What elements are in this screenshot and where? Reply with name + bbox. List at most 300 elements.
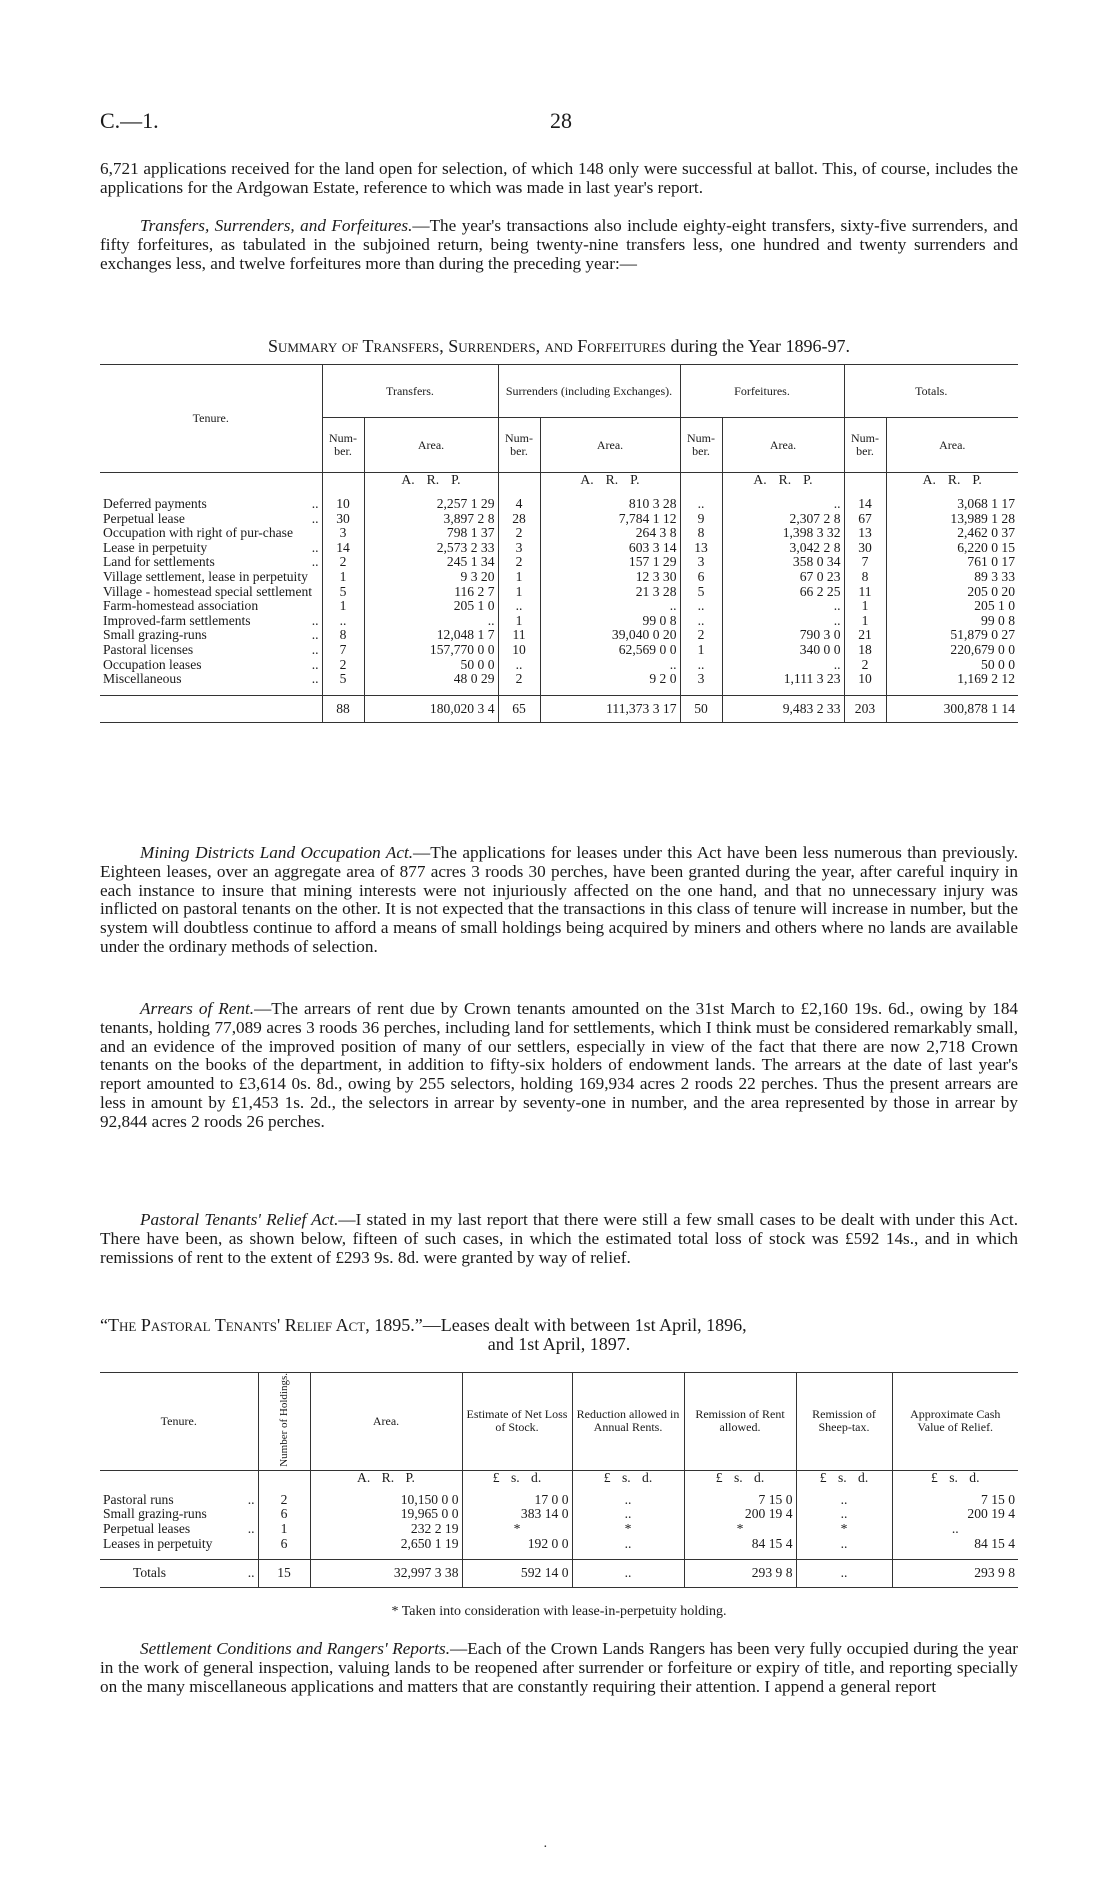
table2-units-cell: [100, 1470, 258, 1493]
table2-units-cell: £ s. d.: [796, 1470, 892, 1493]
row-tenure: [100, 497, 322, 512]
table1-sub-number: Num-ber.: [844, 418, 886, 473]
table1-cell: 5: [680, 585, 722, 600]
paragraph-body: —The arrears of rent due by Crown tenants amounted on the 31st March to £2,160 19s. 6d., owing by 184 tenants, holding 77,089 acres 3 roods 36 perches, including land for settlements, which I think must be considered remarkably small, and an evidence of the improved position of many of our settlers, especially in view of the fact that there are now 2,718 Crown tenants on the books of the department, in addition to fifty-six holders of endowment lands. The arrears at the date of last year's report amounted to £3,614 0s. 8d., owing by 255 selectors, holding 169,934 acres 2 roods 22 perches. Thus the present arrears are less in amount by £1,453 1s. 2d., the selectors in arrear by seventy-one in number, and the area represented by those in arrear by 92,844 acres 2 roods 26 perches.: [100, 999, 1019, 1131]
table-row: [100, 541, 1018, 556]
row-tenure: [100, 672, 322, 687]
table1-cell: 12,048 1 7: [364, 628, 498, 643]
table1-cell: 2: [498, 555, 540, 570]
table2-cell: 2,650 1 19: [310, 1537, 462, 1552]
table2-header-cash: Approximate Cash Value of Relief.: [910, 1407, 1001, 1435]
table1-cell: 1: [322, 570, 364, 585]
table1-caption-title: Summary of Transfers, Surrenders, and Forfeitures: [268, 336, 666, 356]
table1-cell: 2: [680, 628, 722, 643]
row-label: Small grazing-runs: [103, 627, 207, 643]
document-code: C.—1.: [100, 108, 159, 133]
spacer-cell: [886, 687, 1018, 696]
table-row: [100, 512, 1018, 527]
table-row: [100, 628, 1018, 643]
table1-cell: 8: [680, 526, 722, 541]
table1-cell: 1,398 3 32: [722, 526, 844, 541]
spacer-cell: [540, 687, 680, 696]
table1-cell: 1: [498, 570, 540, 585]
table1-sub-number: Num-ber.: [498, 418, 540, 473]
table1-units-row: [100, 473, 1018, 498]
table2-cell: 6: [258, 1537, 310, 1552]
table1-cell: 1: [844, 599, 886, 614]
page-mark: ·: [543, 1840, 548, 1855]
table1-cell: 13,989 1 28: [950, 510, 1015, 526]
table2-total-cell: 293 9 8: [974, 1565, 1015, 1581]
table2-caption-rest: —Leases dealt with between 1st April, 1896,: [422, 1315, 747, 1335]
table2-total-row: [100, 1560, 1018, 1588]
row-tenure: Leases in perpetuity: [100, 1537, 258, 1552]
total-label: Totals: [133, 1565, 167, 1581]
table2-units-cell: A. R. P.: [310, 1470, 462, 1493]
table1-cell: 5: [322, 672, 364, 687]
total-label-cell: [100, 695, 322, 723]
table1-cell: 205 1 0: [974, 598, 1015, 614]
paragraph-body: —I stated in my last report that there were still a few small cases to be dealt with under this Act. There have been, as shown below, fifteen of such cases, in which the estimated total loss of stock was £592 14s., and in which remissions of rent to the extent of £293 9s. 8d. were granted by way of relief.: [100, 1210, 1018, 1267]
table1-cell: 3,042 2 8: [722, 541, 844, 556]
leader-dots: ..: [311, 627, 319, 643]
table1-total-cell: 65: [498, 695, 540, 723]
table1-header-totals: Totals.: [844, 365, 1018, 418]
paragraph-applications: 6,721 applications received for the land open for selection, of which 148 only were successful at ballot. This, of course, includes the applications for the Ardgowan Estate, reference to which was made in last year's report.: [100, 159, 1018, 197]
table1-cell: 2: [498, 526, 540, 541]
table1-cell: 1,169 2 12: [957, 671, 1015, 687]
row-tenure: [100, 555, 322, 570]
table1-cell: ..: [722, 497, 844, 512]
row-tenure: [100, 643, 322, 658]
row-tenure: [100, 512, 322, 527]
table1-cell: 66 2 25: [722, 585, 844, 600]
table1-units-cell: [540, 473, 680, 498]
table1-cell: 2,462 0 37: [957, 525, 1015, 541]
row-label: Pastoral licenses: [103, 641, 194, 657]
table1-caption: [100, 336, 1018, 357]
table-row: [100, 643, 1018, 658]
table1-cell: 67 0 23: [722, 570, 844, 585]
paragraph-body: —The applications for leases under this Act have been less numerous than previously. Eighteen leases, over an aggregate area of 877 acres 3 roods 30 perches, have been granted during the year, after careful inquiry in each instance to insure that mining interests were not injuriously affected on the one hand, and that no unnecessary injury was inflicted on pastoral tenants on the other. It is not expected that the transactions in this class of tenure will increase in number, but the system will doubtless continue to afford a means of small holdings being acquired by miners and others where no lands are available under the ordinary methods of selection.: [100, 843, 1018, 956]
table1-cell: 4: [498, 497, 540, 512]
table1-cell: 3: [680, 555, 722, 570]
spacer-cell: [722, 687, 844, 696]
table1-cell: 14: [322, 541, 364, 556]
table1-cell: 51,879 0 27: [950, 627, 1015, 643]
spacer-cell: [796, 1551, 892, 1560]
table1-cell: 1,111 3 23: [722, 672, 844, 687]
table1-cell: 205 0 20: [967, 583, 1015, 599]
table1-sub-number: Num-ber.: [322, 418, 364, 473]
table1-total-cell: 111,373 3 17: [540, 695, 680, 723]
table-row: [100, 672, 1018, 687]
unit-label: A.: [580, 472, 594, 487]
spacer-cell: [100, 687, 322, 696]
table2-units-cell: [258, 1470, 310, 1493]
table2-cell: *: [572, 1522, 684, 1537]
table1-units-cell: [886, 473, 1018, 498]
table-row: [100, 570, 1018, 585]
table-row: [100, 1507, 1018, 1522]
table1-cell: 245 1 34: [364, 555, 498, 570]
table1-cell: 220,679 0 0: [950, 641, 1015, 657]
table1-header-tenure: Tenure.: [100, 365, 322, 473]
unit-label: R.: [426, 472, 440, 487]
leader-dots: ..: [311, 510, 319, 526]
table2-units-cell: £ s. d.: [462, 1470, 572, 1493]
table1-cell: 9 3 20: [364, 570, 498, 585]
paragraph-relief: [100, 1211, 1018, 1267]
table2-cell: 19,965 0 0: [310, 1507, 462, 1522]
table2-cell: 200 19 4: [684, 1507, 796, 1522]
row-tenure: Occupation with right of pur-chase: [100, 526, 322, 541]
unit-label: A.: [922, 472, 936, 487]
table1-cell: ..: [680, 614, 722, 629]
table1-cell: 358 0 34: [722, 555, 844, 570]
total-label-cell: [100, 1560, 258, 1588]
table1-cell: 7: [322, 643, 364, 658]
table1-total-row: [100, 695, 1018, 723]
table2-cell: 84 15 4: [684, 1537, 796, 1552]
table2-cell: *: [796, 1522, 892, 1537]
spacer-cell: [258, 1551, 310, 1560]
table1-header-forfeitures: Forfeitures.: [680, 365, 844, 418]
paragraph-lead: Transfers, Surrenders, and Forfeitures.: [140, 216, 413, 235]
table1-cell: ..: [498, 658, 540, 673]
row-tenure: [100, 614, 322, 629]
table1-cell: 6,220 0 15: [957, 539, 1015, 555]
spacer-cell: [364, 687, 498, 696]
paragraph-arrears: [100, 1000, 1018, 1132]
row-tenure: [100, 541, 322, 556]
footnote: * Taken into consideration with lease-in-perpetuity holding.: [391, 1604, 727, 1619]
table1-cell: 264 3 8: [540, 526, 680, 541]
table2-cell: ..: [572, 1507, 684, 1522]
table2-cell: 7 15 0: [684, 1493, 796, 1508]
table1-cell: 11: [498, 628, 540, 643]
leader-dots: ..: [247, 1520, 255, 1536]
table-row: [100, 614, 1018, 629]
unit-label: P.: [630, 472, 640, 487]
leader-dots: ..: [311, 641, 319, 657]
table1-cell: 2: [322, 658, 364, 673]
table2-units-row: [100, 1470, 1018, 1493]
row-label: Perpetual lease: [103, 510, 185, 526]
table1-units-cell: [844, 473, 886, 498]
table1-cell: 8: [322, 628, 364, 643]
spacer-cell: [310, 1551, 462, 1560]
table1-cell: ..: [722, 614, 844, 629]
paragraph-mining: [100, 844, 1018, 957]
leader-dots: ..: [311, 671, 319, 687]
spacer-cell: [462, 1551, 572, 1560]
table2-cell: 6: [258, 1507, 310, 1522]
table1-cell: ..: [540, 599, 680, 614]
table1-cell: 7: [844, 555, 886, 570]
table2-cell: *: [684, 1522, 796, 1537]
leader-dots: ..: [247, 1565, 255, 1581]
table1-cell: 761 0 17: [967, 554, 1015, 570]
table1-cell: ..: [322, 614, 364, 629]
table1-cell: 11: [844, 585, 886, 600]
paragraph-settlement: [100, 1640, 1018, 1696]
table1-cell: 1: [498, 585, 540, 600]
table1-cell: 7,784 1 12: [540, 512, 680, 527]
table1-cell: 89 3 33: [974, 568, 1015, 584]
table1-cell: ..: [680, 497, 722, 512]
table1-cell: 2,257 1 29: [364, 497, 498, 512]
table2-header-tenure: Tenure.: [100, 1373, 258, 1471]
paragraph-body: —The year's transactions also include eighty-eight transfers, sixty-five surrenders, and fifty forfeitures, as tabulated in the subjoined return, being twenty-nine transfers less, one hundred and twenty surrenders and exchanges less, and twelve forfeitures more than during the preceding year:—: [100, 216, 1018, 273]
table-row: [100, 585, 1018, 600]
leader-dots: ..: [311, 554, 319, 570]
page-number: 28: [550, 108, 572, 133]
table1-cell: 157,770 0 0: [364, 643, 498, 658]
table1-cell: 2: [498, 672, 540, 687]
unit-label: A.: [753, 472, 767, 487]
table2-total-cell: 32,997 3 38: [310, 1560, 462, 1588]
table1-sub-area: Area.: [540, 418, 680, 473]
table1-units-cell: [722, 473, 844, 498]
spacer-cell: [892, 1551, 1018, 1560]
leader-dots: ..: [247, 1491, 255, 1507]
table2-total-cell: ..: [572, 1560, 684, 1588]
table1-cell: 28: [498, 512, 540, 527]
spacer-cell: [498, 687, 540, 696]
table2-cell: 232 2 19: [310, 1522, 462, 1537]
table-row: [100, 1537, 1018, 1552]
paragraph-body: —Each of the Crown Lands Rangers has been very fully occupied during the year in the work of general inspection, valuing lands to be reopened after surrender or forfeiture or expiry of title, and reporting specially on the many miscellaneous applications and matters that are constantly requiring their attention. I append a general report: [100, 1639, 1018, 1696]
table1-cell: 9 2 0: [540, 672, 680, 687]
table1-total-cell: 88: [322, 695, 364, 723]
table1-cell: 603 3 14: [540, 541, 680, 556]
row-tenure: Village settlement, lease in perpetuity: [100, 570, 322, 585]
table2-spacer: [100, 1551, 1018, 1560]
table2-cell: 7 15 0: [981, 1491, 1015, 1507]
table1-cell: 10: [498, 643, 540, 658]
table1-cell: 2,307 2 8: [722, 512, 844, 527]
table1-cell: 62,569 0 0: [540, 643, 680, 658]
table1-total-cell: 300,878 1 14: [943, 700, 1015, 716]
table1-cell: 50 0 0: [364, 658, 498, 673]
unit-label: P.: [803, 472, 813, 487]
table1-cell: 205 1 0: [364, 599, 498, 614]
table2-cell: 1: [258, 1522, 310, 1537]
row-label: Land for settlements: [103, 554, 215, 570]
table1-cell: 3: [322, 526, 364, 541]
table2-cell: ..: [796, 1537, 892, 1552]
table1-cell: 3: [680, 672, 722, 687]
table1-cell: 810 3 28: [540, 497, 680, 512]
table-row: [100, 1493, 1018, 1508]
leader-dots: ..: [311, 656, 319, 672]
table-row: [100, 555, 1018, 570]
table-row: [100, 526, 1018, 541]
table1-cell: 14: [844, 497, 886, 512]
paragraph-lead: Arrears of Rent.: [140, 999, 255, 1018]
table1-cell: 50 0 0: [981, 656, 1015, 672]
leader-dots: ..: [311, 612, 319, 628]
table1-cell: 2: [844, 658, 886, 673]
row-label: Perpetual leases: [103, 1520, 191, 1536]
table2-cell: 10,150 0 0: [310, 1493, 462, 1508]
table2-header-remission-rent: Remission of Rent allowed.: [684, 1373, 796, 1471]
table1-cell: 340 0 0: [722, 643, 844, 658]
table1-cell: ..: [722, 658, 844, 673]
table2-units-cell: £ s. d.: [572, 1470, 684, 1493]
relief-table: [100, 1372, 1018, 1588]
table1-cell: 21 3 28: [540, 585, 680, 600]
table2-header-holdings: Number of Holdings.: [258, 1373, 310, 1471]
table1-spacer: [100, 687, 1018, 696]
table2-cell: ..: [796, 1507, 892, 1522]
table1-sub-area: Area.: [722, 418, 844, 473]
spacer-cell: [322, 687, 364, 696]
table1-cell: 2: [322, 555, 364, 570]
paragraph-lead: Mining Districts Land Occupation Act.: [140, 843, 414, 862]
table2-total-cell: 592 14 0: [462, 1560, 572, 1588]
table1-cell: 99 0 8: [981, 612, 1015, 628]
row-label: Pastoral runs: [103, 1491, 174, 1507]
table1-units-cell: [100, 473, 322, 498]
table1-units-cell: [364, 473, 498, 498]
table2-header-loss: Estimate of Net Loss of Stock.: [462, 1373, 572, 1471]
table2-cell: ..: [572, 1493, 684, 1508]
table1-cell: 3,897 2 8: [364, 512, 498, 527]
row-label: Lease in perpetuity: [103, 539, 208, 555]
table1-cell: 6: [680, 570, 722, 585]
row-label: Miscellaneous: [103, 671, 182, 687]
table-row: [100, 497, 1018, 512]
table1-cell: 157 1 29: [540, 555, 680, 570]
table1-cell: 2,573 2 33: [364, 541, 498, 556]
unit-label: P.: [451, 472, 461, 487]
table1-cell: 116 2 7: [364, 585, 498, 600]
unit-label: R.: [778, 472, 792, 487]
row-tenure: [100, 1522, 258, 1537]
table1-total-cell: 203: [844, 695, 886, 723]
unit-label: R.: [947, 472, 961, 487]
spacer-cell: [844, 687, 886, 696]
unit-label: R.: [605, 472, 619, 487]
paragraph-lead: Settlement Conditions and Rangers' Reports.: [140, 1639, 451, 1658]
table-row: [100, 658, 1018, 673]
table2-units-cell: £ s. d.: [931, 1469, 980, 1485]
table1-cell: 1: [680, 643, 722, 658]
table2-cell: 383 14 0: [462, 1507, 572, 1522]
table1-cell: 798 1 37: [364, 526, 498, 541]
paragraph-transfers: [100, 217, 1018, 273]
paragraph-lead: Pastoral Tenants' Relief Act.: [140, 1210, 339, 1229]
table1-cell: 39,040 0 20: [540, 628, 680, 643]
row-tenure: Farm-homestead association: [100, 599, 322, 614]
row-tenure: Village - homestead special settlement: [100, 585, 322, 600]
table1-cell: 1: [322, 599, 364, 614]
table1-sub-number: Num-ber.: [680, 418, 722, 473]
table2-cell: 2: [258, 1493, 310, 1508]
table1-cell: 10: [844, 672, 886, 687]
table2-header-area: Area.: [310, 1373, 462, 1471]
table1-header-transfers: Transfers.: [322, 365, 498, 418]
table1-total-cell: 9,483 2 33: [722, 695, 844, 723]
row-tenure: Small grazing-runs: [100, 1507, 258, 1522]
table1-cell: 8: [844, 570, 886, 585]
table1-cell: 21: [844, 628, 886, 643]
table1-cell: 12 3 30: [540, 570, 680, 585]
table1-cell: 3,068 1 17: [957, 496, 1015, 511]
table1-sub-area: Area.: [364, 418, 498, 473]
table1-cell: 18: [844, 643, 886, 658]
table2-header-remission-sheep: Remission of Sheep-tax.: [796, 1373, 892, 1471]
table1-cell: ..: [364, 614, 498, 629]
table1-cell: ..: [722, 599, 844, 614]
table1-cell: 3: [498, 541, 540, 556]
table2-caption-line2: and 1st April, 1897.: [487, 1334, 631, 1354]
unit-label: A.: [401, 472, 415, 487]
table1-units-cell: [680, 473, 722, 498]
table2-cell: *: [462, 1522, 572, 1537]
table1-cell: 48 0 29: [364, 672, 498, 687]
table2-cell: ..: [951, 1520, 959, 1536]
leader-dots: ..: [311, 496, 319, 511]
table-row: [100, 1522, 1018, 1537]
table1-sub-area: Area.: [939, 437, 966, 452]
leader-dots: ..: [311, 539, 319, 555]
table1-cell: 99 0 8: [540, 614, 680, 629]
table1-cell: 67: [844, 512, 886, 527]
table2-total-cell: 15: [258, 1560, 310, 1588]
spacer-cell: [100, 1551, 258, 1560]
table1-cell: 5: [322, 585, 364, 600]
table2-cell: 192 0 0: [462, 1537, 572, 1552]
table1-cell: ..: [498, 599, 540, 614]
table2-header-reduction: Reduction allowed in Annual Rents.: [572, 1373, 684, 1471]
table1-cell: 1: [844, 614, 886, 629]
table1-caption-rest: during the Year 1896-97.: [670, 336, 850, 356]
table2-cell: 84 15 4: [974, 1535, 1015, 1551]
summary-table: [100, 364, 1018, 723]
spacer-cell: [684, 1551, 796, 1560]
row-tenure: [100, 628, 322, 643]
table1-cell: 30: [844, 541, 886, 556]
table1-cell: ..: [680, 599, 722, 614]
table1-total-cell: 180,020 3 4: [364, 695, 498, 723]
unit-label: P.: [972, 472, 982, 487]
table-row: [100, 599, 1018, 614]
table2-units-cell: £ s. d.: [684, 1470, 796, 1493]
table2-cell: 17 0 0: [462, 1493, 572, 1508]
table1-cell: ..: [680, 658, 722, 673]
table1-cell: 1: [498, 614, 540, 629]
row-tenure: [100, 1493, 258, 1508]
table1-cell: 13: [844, 526, 886, 541]
table2-cell: 200 19 4: [967, 1506, 1015, 1522]
table1-cell: 13: [680, 541, 722, 556]
table1-cell: ..: [540, 658, 680, 673]
table1-cell: 9: [680, 512, 722, 527]
table1-cell: 10: [322, 497, 364, 512]
table2-total-cell: 293 9 8: [684, 1560, 796, 1588]
table2-cell: ..: [572, 1537, 684, 1552]
row-label: Occupation leases: [103, 656, 202, 672]
table1-header-surrenders: Surrenders (including Exchanges).: [498, 365, 680, 418]
row-label: Deferred payments: [103, 496, 207, 511]
table1-cell: 790 3 0: [722, 628, 844, 643]
row-tenure: [100, 658, 322, 673]
table2-total-cell: ..: [796, 1560, 892, 1588]
spacer-cell: [680, 687, 722, 696]
